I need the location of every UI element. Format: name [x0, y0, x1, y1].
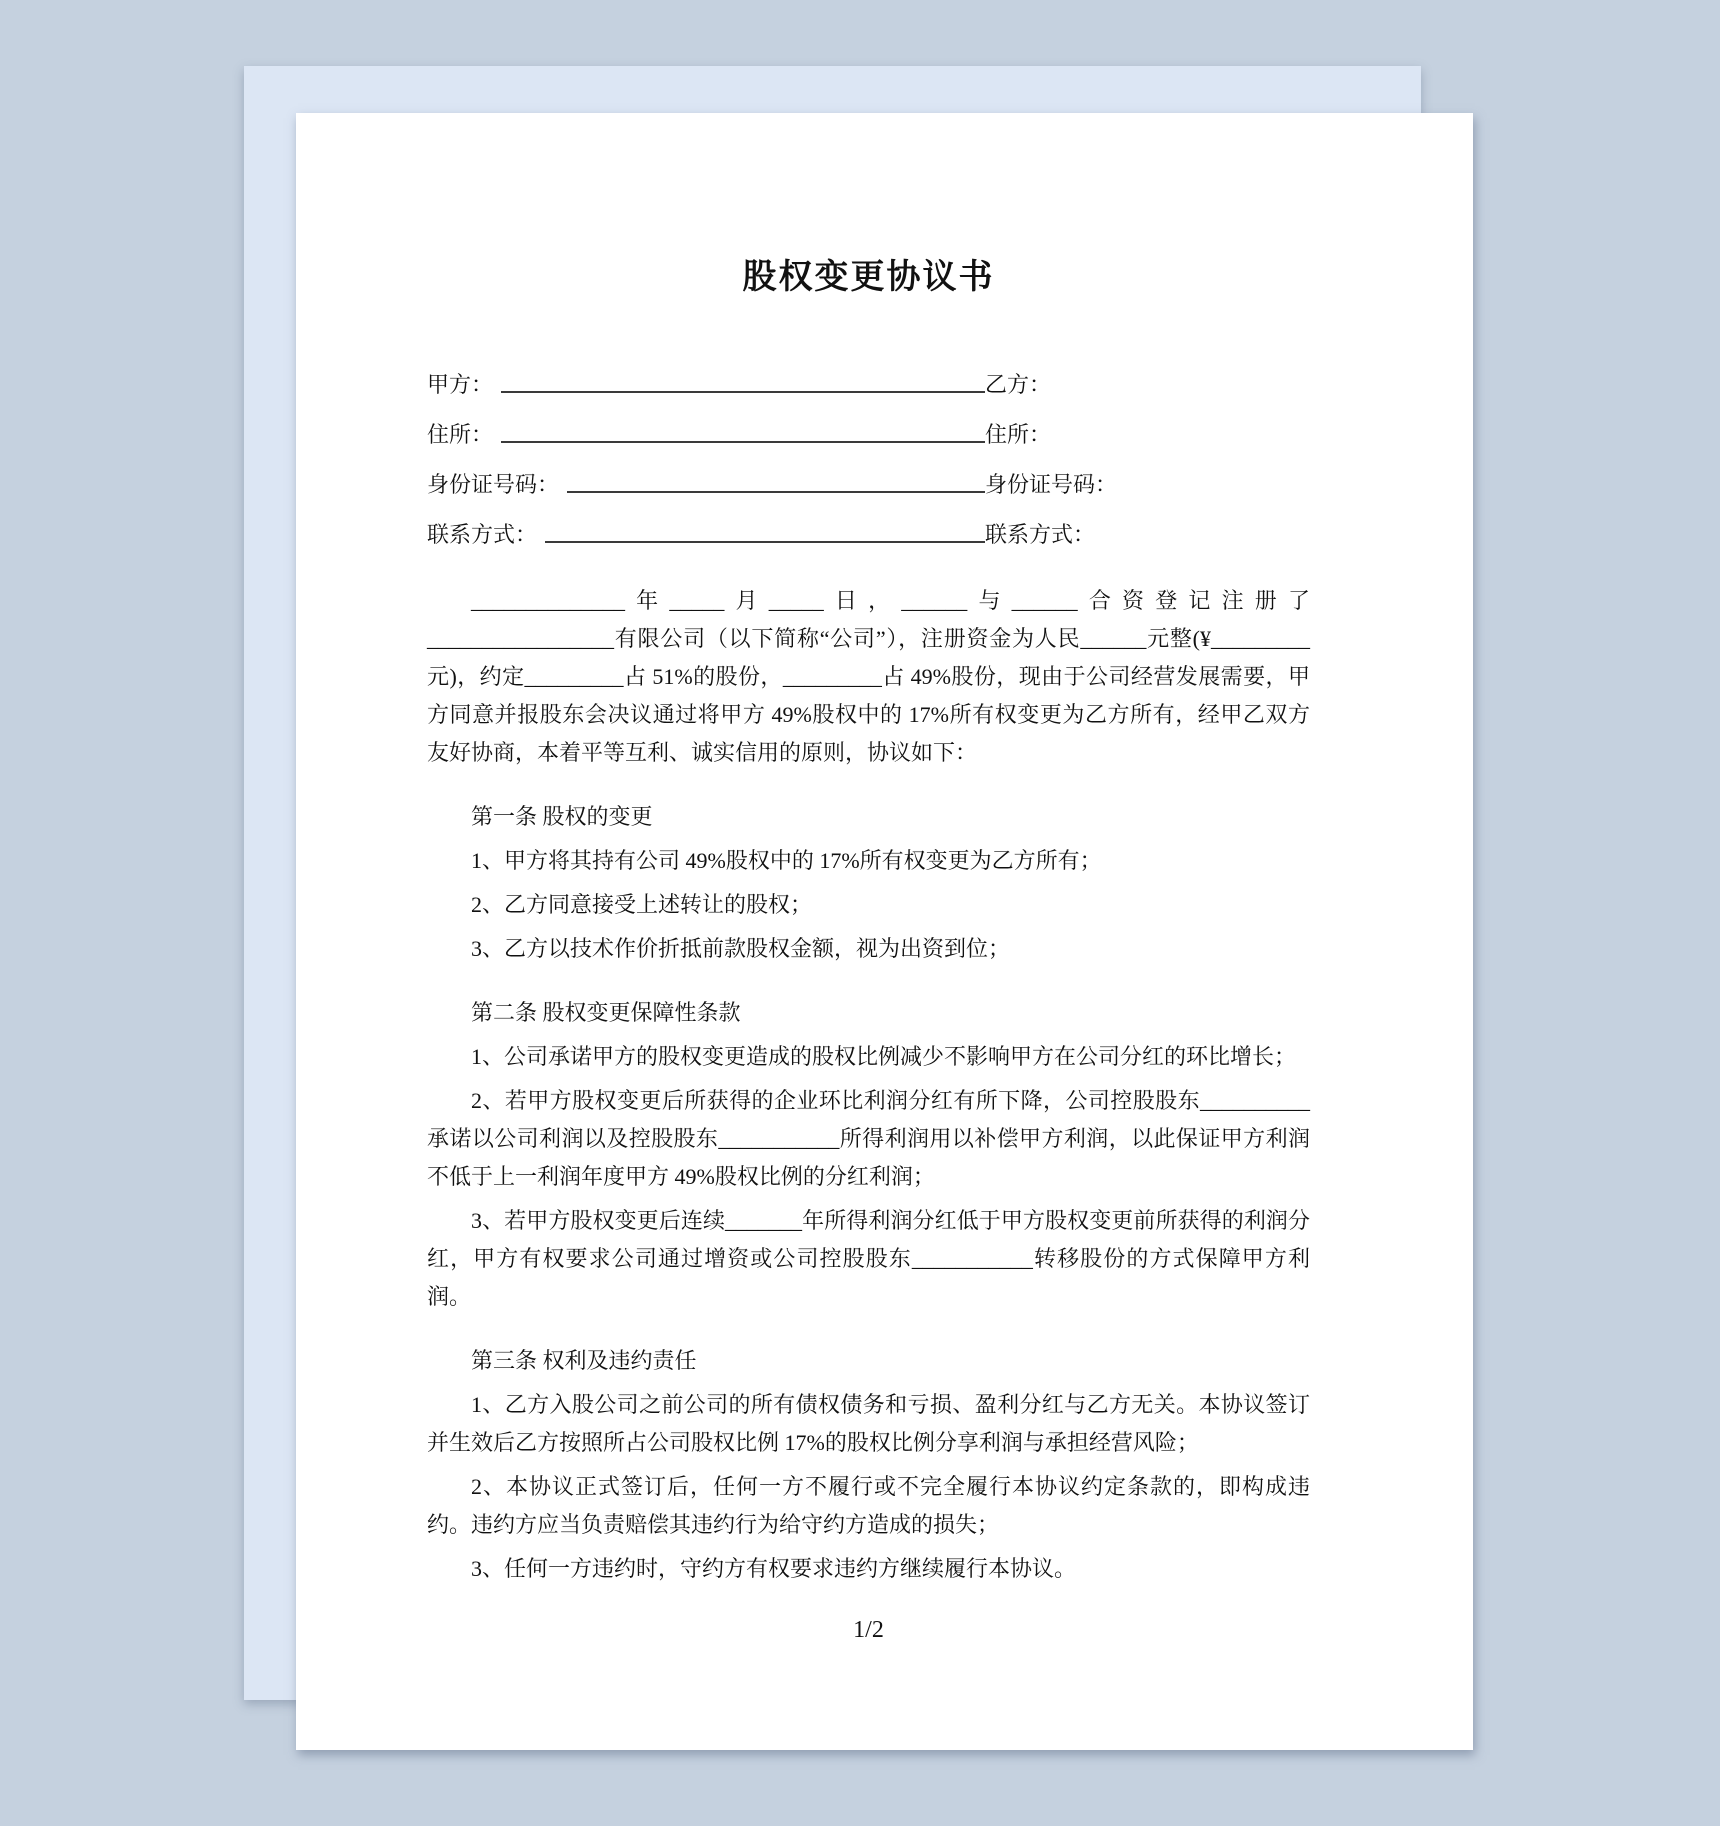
contract-section: [427, 994, 1310, 1316]
section-item: 2、乙方同意接受上述转让的股权；: [471, 892, 813, 917]
section-heading: 第一条 股权的变更: [471, 804, 653, 829]
field-label-left: 身份证号码：: [427, 471, 560, 497]
field-label-right: 联系方式：: [985, 521, 1096, 547]
field-label-left: 住所：: [427, 421, 494, 447]
section-item: 3、若甲方股权变更后连续_______年所得利润分红低于甲方股权变更前所获得的利润分红，甲方有权要求公司通过增资或公司控股股东___________转移股份的方式保障甲方利润。: [427, 1208, 1310, 1309]
party-field-row: [427, 348, 1310, 398]
field-blank-line: [501, 391, 985, 393]
section-item: 2、本协议正式签订后，任何一方不履行或不完全履行本协议约定条款的，即构成违约。违约方应当负责赔偿其违约行为给守约方造成的损失；: [427, 1474, 1310, 1537]
party-field-row: [427, 448, 1310, 498]
contract-sections: [427, 798, 1310, 1588]
contract-section: [427, 1342, 1310, 1588]
field-label-right: 住所：: [985, 421, 1052, 447]
party-field-left: [427, 521, 985, 549]
document-title: 股权变更协议书: [742, 258, 995, 296]
field-label-left: 联系方式：: [427, 521, 538, 547]
section-item: 3、乙方以技术作价折抵前款股权金额，视为出资到位；: [471, 936, 1011, 961]
party-field-row: [427, 498, 1310, 548]
party-field-left: [427, 471, 985, 499]
section-heading: 第二条 股权变更保障性条款: [471, 1000, 741, 1025]
section-heading: 第三条 权利及违约责任: [471, 1348, 697, 1373]
field-blank-line: [501, 441, 985, 443]
section-item: 2、若甲方股权变更后所获得的企业环比利润分红有所下降，公司控股股东__________承诺以公司利润以及控股股东___________所得利润用以补偿甲方利润，以此保证甲方利润不低于上一利润年度甲方 49%股权比例的分红利润；: [427, 1088, 1310, 1189]
field-label-left: 甲方：: [427, 371, 494, 397]
section-item: 1、甲方将其持有公司 49%股权中的 17%所有权变更为乙方所有；: [471, 848, 1102, 873]
section-item: 1、公司承诺甲方的股权变更造成的股权比例减少不影响甲方在公司分红的环比增长；: [471, 1044, 1297, 1069]
field-label-right: 身份证号码：: [985, 471, 1118, 497]
page-number: 1/2: [853, 1617, 884, 1643]
section-item: 1、乙方入股公司之前公司的所有债权债务和亏损、盈利分红与乙方无关。本协议签订并生效后乙方按照所占公司股权比例 17%的股权比例分享利润与承担经营风险；: [427, 1392, 1310, 1455]
intro-paragraph: ______________年_____月_____日，______与______合资登记注册了_________________有限公司（以下简称“公司”），注册资金为人民______元整(¥_________元)，约定_________占 51%的股份，_________占 49%股份，现由于公司经营发展需要，甲方同意并报股东会决议通过将甲方 49%股权中的 17%所有权变更为乙方所有，经甲乙双方友好协商，本着平等互利、诚实信用的原则，协议如下：: [427, 588, 1310, 765]
party-field-left: [427, 421, 985, 449]
document-page: [296, 113, 1473, 1750]
party-field-row: [427, 398, 1310, 448]
contract-section: [427, 798, 1310, 968]
party-field-left: [427, 371, 985, 399]
field-blank-line: [567, 491, 985, 493]
section-item: 3、任何一方违约时，守约方有权要求违约方继续履行本协议。: [471, 1556, 1077, 1581]
party-fields: [427, 348, 1310, 548]
field-blank-line: [545, 541, 985, 543]
field-label-right: 乙方：: [985, 371, 1052, 397]
